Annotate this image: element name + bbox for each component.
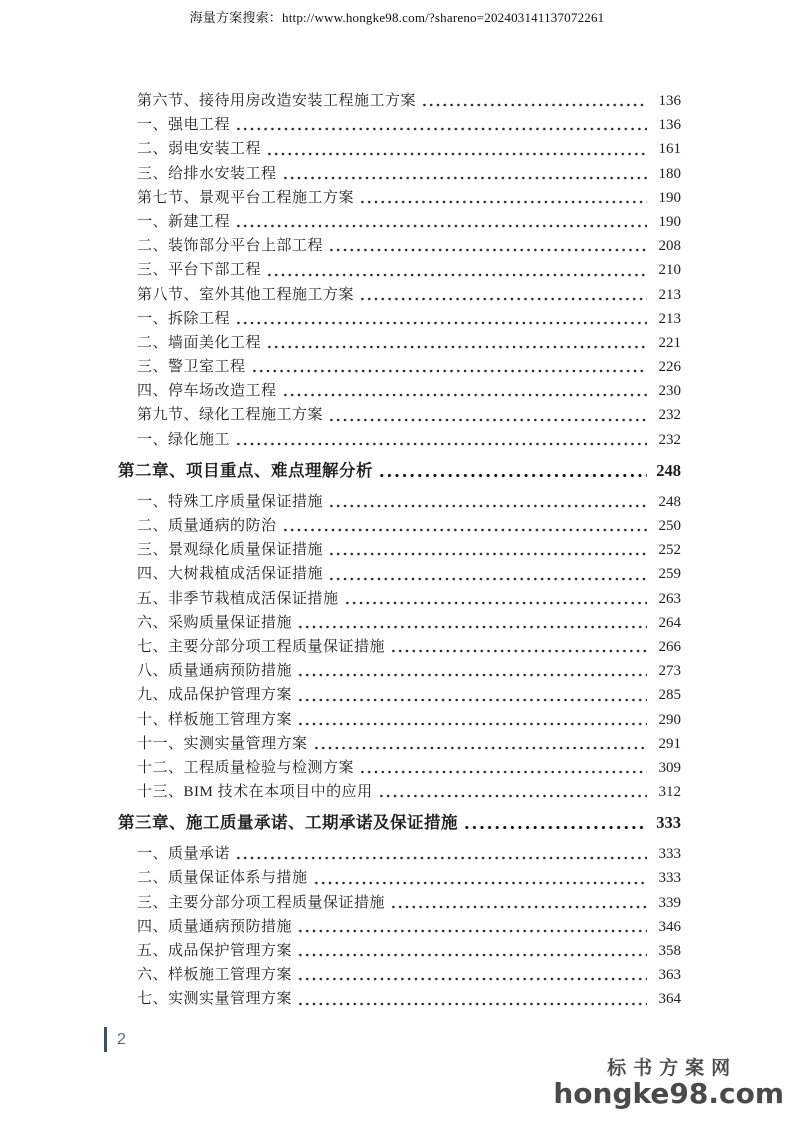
dot-leader xyxy=(282,379,647,403)
toc-entry xyxy=(118,659,681,683)
toc-entry-label: 四、停车场改造工程 xyxy=(137,383,277,400)
toc-entry-page: 364 xyxy=(658,991,681,1008)
dot-leader xyxy=(359,186,647,210)
toc-entry xyxy=(118,355,681,379)
toc-entry-label: 一、质量承诺 xyxy=(137,846,231,863)
toc-entry xyxy=(118,987,681,1011)
toc-entry-label: 一、特殊工序质量保证措施 xyxy=(137,493,324,510)
toc-list xyxy=(118,89,681,1012)
toc-entry-label: 三、给排水安装工程 xyxy=(137,165,277,182)
header-search-url: 海量方案搜索：http://www.hongke98.com/?shareno=202403141137072261 xyxy=(189,10,605,25)
toc-entry-page: 136 xyxy=(658,117,681,134)
toc-entry xyxy=(118,234,681,258)
toc-entry xyxy=(118,939,681,963)
dot-leader xyxy=(297,963,647,987)
toc-entry-page: 213 xyxy=(658,286,681,303)
toc-entry xyxy=(118,403,681,427)
toc-entry-page: 230 xyxy=(658,383,681,400)
toc-entry-label: 第八节、室外其他工程施工方案 xyxy=(137,286,355,303)
toc-entry-label: 三、平台下部工程 xyxy=(137,262,262,279)
dot-leader xyxy=(378,780,647,804)
toc-entry-page: 290 xyxy=(658,711,681,728)
toc-entry-page: 190 xyxy=(658,189,681,206)
toc-entry xyxy=(118,137,681,161)
toc-entry xyxy=(118,915,681,939)
toc-entry-page: 136 xyxy=(658,93,681,109)
toc-entry xyxy=(118,562,681,586)
toc-entry xyxy=(118,283,681,307)
dot-leader xyxy=(359,756,647,780)
toc-entry-label: 十三、BIM 技术在本项目中的应用 xyxy=(137,784,373,801)
dot-leader xyxy=(297,708,647,732)
toc-entry-page: 273 xyxy=(658,663,681,680)
toc-entry xyxy=(118,379,681,403)
toc-entry-page: 248 xyxy=(658,493,681,510)
toc-entry-label: 六、采购质量保证措施 xyxy=(137,614,293,631)
dot-leader xyxy=(297,987,647,1011)
toc-entry-page: 333 xyxy=(658,870,681,887)
toc-entry-label: 十一、实测实量管理方案 xyxy=(137,735,308,752)
dot-leader xyxy=(313,866,647,890)
dot-leader xyxy=(251,355,647,379)
dot-leader xyxy=(297,611,647,635)
toc-entry-page: 232 xyxy=(658,407,681,424)
toc-entry xyxy=(118,587,681,611)
toc-entry-label: 第七节、景观平台工程施工方案 xyxy=(137,189,355,206)
toc-entry xyxy=(118,210,681,234)
toc-entry-label: 三、警卫室工程 xyxy=(137,359,246,376)
footer-accent-bar xyxy=(104,1027,107,1052)
toc-entry-label: 五、成品保护管理方案 xyxy=(137,943,293,959)
dot-leader xyxy=(328,490,647,514)
toc-entry-label: 六、样板施工管理方案 xyxy=(137,967,293,984)
dot-leader xyxy=(421,89,647,113)
toc-entry xyxy=(118,756,681,780)
toc-entry-page: 226 xyxy=(658,359,681,376)
toc-entry-label: 二、弱电安装工程 xyxy=(137,141,262,158)
dot-leader xyxy=(378,458,647,484)
toc-entry-page: 208 xyxy=(658,238,681,255)
toc-entry-label: 一、拆除工程 xyxy=(137,310,231,327)
toc-entry-label: 第二章、项目重点、难点理解分析 xyxy=(118,460,373,480)
dot-leader xyxy=(344,587,647,611)
toc-entry xyxy=(118,780,681,804)
toc-entry-page: 291 xyxy=(658,735,681,752)
toc-entry-page: 264 xyxy=(658,614,681,631)
toc-entry-label: 三、景观绿化质量保证措施 xyxy=(137,542,324,559)
toc-entry xyxy=(118,635,681,659)
toc-entry-label: 第六节、接待用房改造安装工程施工方案 xyxy=(137,93,417,109)
toc-entry-page: 161 xyxy=(658,141,681,158)
toc-entry xyxy=(118,866,681,890)
toc-entry-page: 190 xyxy=(658,213,681,230)
toc-entry-page: 250 xyxy=(658,518,681,534)
toc-entry-page: 252 xyxy=(658,542,681,559)
dot-leader xyxy=(235,428,647,452)
toc-entry-label: 八、质量通病预防措施 xyxy=(137,663,293,680)
toc-entry-page: 333 xyxy=(658,846,681,863)
dot-leader xyxy=(266,137,647,161)
toc-entry xyxy=(118,186,681,210)
toc-entry-label: 一、新建工程 xyxy=(137,213,231,230)
dot-leader xyxy=(390,635,647,659)
toc-entry-label: 三、主要分部分项工程质量保证措施 xyxy=(137,894,386,911)
toc-entry-label: 第九节、绿化工程施工方案 xyxy=(137,407,324,424)
toc-entry-page: 213 xyxy=(658,310,681,327)
toc-entry-page: 266 xyxy=(658,638,681,655)
toc-entry xyxy=(118,891,681,915)
toc-entry-page: 210 xyxy=(658,262,681,279)
toc-entry-page: 363 xyxy=(658,967,681,984)
toc-entry xyxy=(118,683,681,707)
dot-leader xyxy=(282,514,647,538)
toc-entry xyxy=(118,732,681,756)
dot-leader xyxy=(235,113,647,137)
toc-entry-page: 285 xyxy=(658,687,681,704)
toc-entry xyxy=(118,307,681,331)
toc-entry-label: 七、实测实量管理方案 xyxy=(137,991,293,1008)
toc-entry-label: 二、质量保证体系与措施 xyxy=(137,870,308,887)
toc-entry-page: 248 xyxy=(656,460,681,480)
toc-entry xyxy=(118,162,681,186)
dot-leader xyxy=(390,891,647,915)
dot-leader xyxy=(297,683,647,707)
dot-leader xyxy=(463,810,647,836)
toc-entry xyxy=(118,842,681,866)
toc-entry-label: 十二、工程质量检验与检测方案 xyxy=(137,759,355,776)
toc-entry-page: 259 xyxy=(658,566,681,583)
dot-leader xyxy=(297,915,647,939)
dot-leader xyxy=(235,842,647,866)
dot-leader xyxy=(266,331,647,355)
toc-chapter-entry xyxy=(118,810,681,836)
watermark xyxy=(553,1056,784,1110)
toc-entry-page: 312 xyxy=(658,784,681,801)
toc-entry-label: 一、强电工程 xyxy=(137,117,231,134)
toc-entry xyxy=(118,490,681,514)
dot-leader xyxy=(328,403,647,427)
toc-entry-label: 四、大树栽植成活保证措施 xyxy=(137,566,324,583)
dot-leader xyxy=(328,234,647,258)
toc-entry-page: 339 xyxy=(658,894,681,911)
toc-entry-page: 232 xyxy=(658,431,681,448)
toc-entry-page: 180 xyxy=(658,165,681,182)
toc-chapter-entry xyxy=(118,458,681,484)
page-number: 2 xyxy=(117,1030,126,1048)
watermark-site-name: 标书方案网 xyxy=(607,1056,738,1079)
toc-entry xyxy=(118,708,681,732)
toc-entry xyxy=(118,89,681,113)
dot-leader xyxy=(235,307,647,331)
dot-leader xyxy=(328,562,647,586)
toc-entry-label: 四、质量通病预防措施 xyxy=(137,918,293,935)
toc-entry-label: 五、非季节栽植成活保证措施 xyxy=(137,590,339,607)
toc-entry-label: 第三章、施工质量承诺、工期承诺及保证措施 xyxy=(118,813,458,833)
toc-entry-label: 一、绿化施工 xyxy=(137,431,231,448)
toc-entry xyxy=(118,538,681,562)
toc-entry xyxy=(118,428,681,452)
dot-leader xyxy=(297,659,647,683)
toc-entry-page: 221 xyxy=(658,334,681,351)
toc-entry xyxy=(118,611,681,635)
dot-leader xyxy=(313,732,647,756)
toc-entry-label: 二、装饰部分平台上部工程 xyxy=(137,238,324,255)
dot-leader xyxy=(235,210,647,234)
toc-entry-label: 二、质量通病的防治 xyxy=(137,518,277,534)
toc-entry xyxy=(118,331,681,355)
watermark-site-url: hongke98.com xyxy=(553,1076,784,1110)
toc-entry xyxy=(118,113,681,137)
toc-entry xyxy=(118,258,681,282)
toc-entry-label: 十、样板施工管理方案 xyxy=(137,711,293,728)
toc-entry-label: 七、主要分部分项工程质量保证措施 xyxy=(137,638,386,655)
toc-entry-page: 346 xyxy=(658,918,681,935)
toc-entry-page: 333 xyxy=(656,813,681,833)
page-footer xyxy=(104,1027,126,1052)
toc-entry-page: 309 xyxy=(658,759,681,776)
toc-entry-label: 九、成品保护管理方案 xyxy=(137,687,293,704)
toc-entry-label: 二、墙面美化工程 xyxy=(137,334,262,351)
dot-leader xyxy=(328,538,647,562)
dot-leader xyxy=(297,939,647,963)
toc-entry xyxy=(118,514,681,538)
dot-leader xyxy=(359,283,647,307)
dot-leader xyxy=(282,162,647,186)
toc-entry-page: 358 xyxy=(658,943,681,959)
toc-entry-page: 263 xyxy=(658,590,681,607)
toc-entry xyxy=(118,963,681,987)
dot-leader xyxy=(266,258,647,282)
